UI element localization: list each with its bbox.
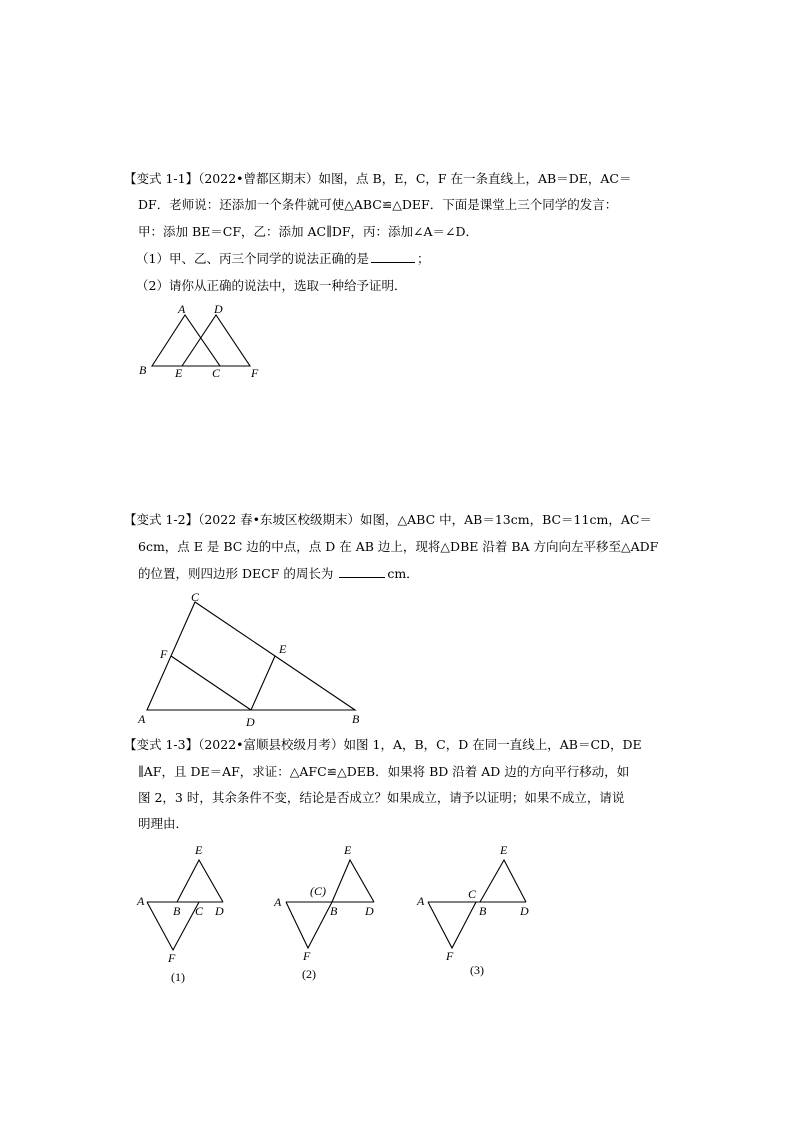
label-d: D <box>246 715 255 729</box>
label-e: E <box>500 843 508 857</box>
problem2-line3-pre: 的位置，则四边形 DECF 的周长为 <box>138 566 334 581</box>
label-e: E <box>344 843 352 857</box>
label-a: A <box>274 895 282 909</box>
problem2-line2: 6cm，点 E 是 BC 边的中点，点 D 在 AB 边上，现将△DBE 沿着 BA 方向向左平移至△ADF <box>138 539 659 554</box>
problem3-line2: ∥AF，且 DE＝AF，求证：△AFC≌△DEB．如果将 BD 沿着 AD 边的方向平行移动，如 <box>138 764 630 779</box>
triangle-deb <box>480 860 526 902</box>
problem1-figure <box>130 300 270 380</box>
label-e: E <box>175 366 183 380</box>
problem1-line1: 【变式 1-1】（2022•曾都区期末）如图，点 B，E，C，F 在一条直线上，AB＝DE，AC＝ <box>124 171 632 186</box>
label-f: F <box>251 366 259 380</box>
problem2-line3-post: cm． <box>387 566 419 581</box>
problem1-question2: （2）请你从正确的说法中，选取一种给予证明． <box>136 278 407 293</box>
problem1-line2: DF．老师说：还添加一个条件就可使△ABC≌△DEF．下面是课堂上三个同学的发言： <box>138 197 618 212</box>
label-b: B <box>139 363 147 377</box>
answer-blank[interactable] <box>371 250 415 263</box>
label-a: A <box>137 894 145 908</box>
problem3-line3: 图 2，3 时，其余条件不变，结论是否成立？如果成立，请予以证明；如果不成立，请说 <box>138 790 625 805</box>
label-d: D <box>215 904 224 918</box>
label-d: D <box>520 904 529 918</box>
label-d: D <box>214 302 223 316</box>
triangle-deb <box>332 860 374 902</box>
label-bc: (C) <box>310 884 326 898</box>
figure1-caption: (1) <box>171 970 185 984</box>
problem3-figure1 <box>135 840 235 985</box>
problem3-figure2 <box>270 840 385 985</box>
triangle-def <box>182 315 250 366</box>
label-c: C <box>212 366 221 380</box>
label-b: B <box>479 904 487 918</box>
problem3-line4: 明理由． <box>138 816 189 831</box>
segment-fd <box>171 656 251 710</box>
triangle-abc <box>147 602 355 710</box>
triangle-deb <box>177 860 223 902</box>
label-f: F <box>160 647 168 661</box>
label-f: F <box>303 949 311 963</box>
label-c: C <box>195 904 204 918</box>
problem3-figure3 <box>412 840 542 985</box>
label-f: F <box>168 951 176 965</box>
label-c: C <box>468 887 477 901</box>
label-b: B <box>352 712 360 726</box>
label-e: E <box>195 843 203 857</box>
answer-blank[interactable] <box>339 565 385 578</box>
problem1-q1-end: ； <box>416 251 430 266</box>
problem2-line1: 【变式 1-2】（2022 春•东坡区校级期末）如图，△ABC 中，AB＝13cm，BC＝11cm，AC＝ <box>124 512 652 527</box>
triangle-afc <box>286 902 332 948</box>
problem3-line1: 【变式 1-3】（2022•富顺县校级月考）如图 1，A，B，C，D 在同一直线上，AB＝CD，DE <box>124 737 642 752</box>
label-a: A <box>417 894 425 908</box>
problem2-line3 <box>138 565 419 582</box>
figure3-caption: (3) <box>470 963 484 977</box>
figure2-caption: (2) <box>302 967 316 981</box>
label-f: F <box>446 949 454 963</box>
label-e: E <box>279 642 287 656</box>
label-a: A <box>138 712 146 726</box>
label-d: D <box>365 904 374 918</box>
label-b: B <box>173 904 181 918</box>
label-a: A <box>178 302 186 316</box>
triangle-afc <box>428 902 476 948</box>
triangle-abc <box>152 315 220 366</box>
problem2-figure <box>135 585 375 730</box>
label-b: B <box>330 904 338 918</box>
problem1-question1 <box>136 250 429 267</box>
label-c: C <box>191 590 200 604</box>
problem1-q1-text: （1）甲、乙、丙三个同学的说法正确的是 <box>136 251 369 266</box>
problem1-line3: 甲：添加 BE＝CF，乙：添加 AC∥DF，丙：添加∠A＝∠D． <box>138 224 479 239</box>
segment-de <box>251 656 275 710</box>
